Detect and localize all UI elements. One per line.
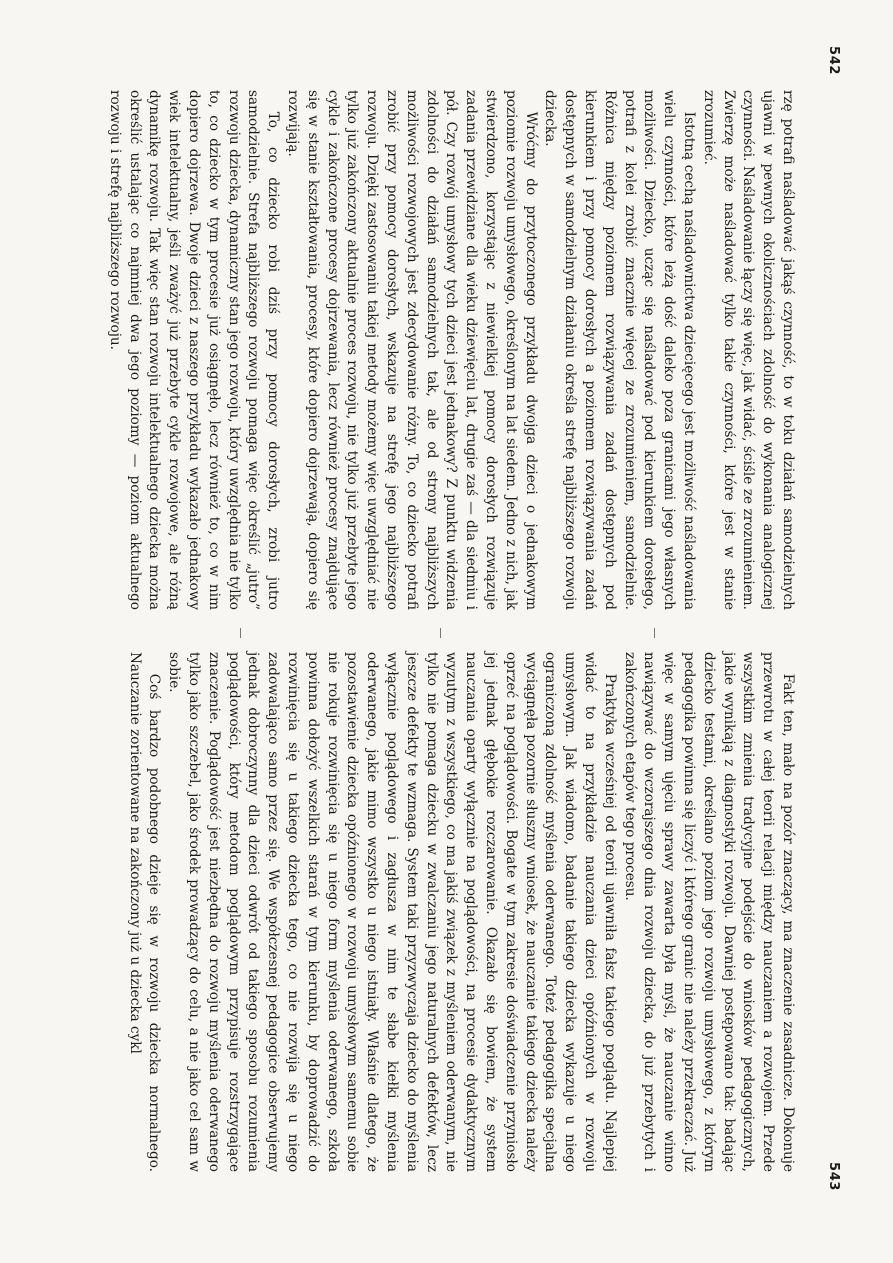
right-page-text: [124, 652, 797, 1172]
gutter-mark: [240, 628, 241, 638]
left-page-text: [104, 90, 797, 610]
gutter-mark: [440, 628, 441, 638]
gutter-mark: [654, 628, 655, 638]
paragraph: rzę potrafi naśladować jakąś czynność, to w toku działań samodzielnych ujawni w pewnych okolicznościach zdolność do wykonania analogicznej czynności. Naśladowanie łączy się więc, jak widać, ściśle ze zrozumieniem. Zwierzę może naśladować tylko takie czynności, które jest w stanie zrozumieć.: [700, 90, 796, 610]
paragraph: Wróćmy do przytoczonego przykładu dwojga dzieci o jednakowym poziomie rozwoju umysłowego, określonym na lat siedem. Jedno z nich, jak stwierdzono, korzystając z niewielkiej pomocy dorosłych rozwiązuje zadania przewidziane dla wieku dziewięciu lat, drugie zaś — dla siedmiu i pół. Czy rozwój umysłowy tych dzieci jest jednakowy? Z punktu widzenia zdolności do działań samodzielnych tak, ale od strony najbliższych możliwości rozwojowych jest zdecydowanie różny. To, co dziecko potrafi zrobić przy pomocy dorosłych, wskazuje na strefę jego najbliższego rozwoju. Dzięki zastosowaniu takiej metody możemy więc uwzględniać nie tylko już zakończony aktualnie proces rozwoju, nie tylko już przebyte jego cykle i zakończone procesy dojrzewania, lecz również procesy znajdujące się w stanie kształtowania, procesy, które dopiero dojrzewają, dopiero się rozwijają.: [285, 90, 539, 610]
page-number-right: 543: [826, 1162, 841, 1192]
paragraph: Istotną cechą naśladownictwa dziecięcego jest możliwość naśladowania wielu czynności, które leżą dość daleko poza granicami jego własnych możliwości. Dziecko, ucząc się naśladować pod kierunkiem dorosłego, potrafi z kolei zrobić znacznie więcej ze zrozumieniem, samodzielnie. Różnica między poziomem rozwiązywania zadań dostępnych pod kierunkiem i przy pomocy dorosłych a poziomem rozwiązywania zadań dostępnych w samodzielnym działaniu określa strefę najbliższego rozwoju dziecka.: [542, 90, 698, 610]
paragraph: Fakt ten, mało na pozór znaczący, ma znaczenie zasadnicze. Dokonuje przewrotu w całej teorii relacji między nauczaniem a rozwojem. Przede wszystkim zmienia tradycyjne podejście do wniosków pedagogicznych, jakie wynikają z diagnostyki rozwoju. Dawniej postępowano tak: badając dziecko testami, określano poziom jego rozwoju umysłowego, z którym pedagogika powinna się liczyć i którego granic nie należy przekraczać. Już więc w samym ujęciu sprawy zawarta była myśl, że nauczanie winno nawiązywać do wczorajszego dnia rozwoju dziecka, do już przebytych i zakończonych etapów tego procesu.: [621, 652, 796, 1172]
page-number-left: 542: [826, 46, 841, 76]
paragraph: To, co dziecko robi dziś przy pomocy dorosłych, zrobi jutro samodzielnie. Strefa najbliższego rozwoju pomaga więc określić „jutro” rozwoju dziecka, dynamiczny stan jego rozwoju, który uwzględnia nie tylko to, co dziecko w tym procesie już osiągnęło, lecz również to, co w nim dopiero dojrzewa. Dwoje dzieci z naszego przykładu wykazało jednakowy wiek intelektualny, jeśli zważyć już przebyte cykle rozwojowe, ale różną dynamikę rozwoju. Tak więc stan rozwoju intelektualnego dziecka można określić ustalając co najmniej dwa jego poziomy — poziom aktualnego rozwoju i strefę najbliższego rozwoju.: [106, 90, 282, 610]
paragraph: Coś bardzo podobnego dzieje się w rozwoju dziecka normalnego. Nauczanie zorientowane na zakończony już u dziecka cykl: [126, 652, 163, 1172]
paragraph: Praktyka wcześniej od teorii ujawniła fałsz takiego poglądu. Najlepiej widać to na przykładzie nauczania dzieci opóźnionych w rozwoju umysłowym. Jak wiadomo, badanie takiego dziecka wykazuje u niego ograniczoną zdolność myślenia oderwanego. Toteż pedagogika specjalna wyciągnęła pozornie słuszny wniosek, że nauczanie takiego dziecka należy oprzeć na poglądowości. Bogate w tym zakresie doświadczenie przyniosło jej jednak głębokie rozczarowanie. Okazało się bowiem, że system nauczania oparty wyłącznie na poglądowości, na procesie dydaktycznym wyzutym z wszystkiego, co ma jakiś związek z myśleniem oderwanym, nie tylko nie pomaga dziecku w zwalczaniu jego naturalnych defektów, lecz jeszcze defekty te wzmaga. System taki przyzwyczaja dziecko do myślenia wyłącznie poglądowego i zagłusza w nim te słabe kiełki myślenia oderwanego, jakie mimo wszystko u niego istniały. Właśnie dlatego, że pozostawienie dziecka opóźnionego w rozwoju umysłowym samemu sobie nie rokuje rozwinięcia się u niego form myślenia oderwanego, szkoła powinna dołożyć wszelkich starań w tym kierunku, by doprowadzić do rozwinięcia się u takiego dziecka tego, co nie rozwija się u niego zadowalająco samo przez się. We współczesnej pedagogice obserwujemy jednak dobroczynny dla dzieci odwrót od takiego sposobu rozumienia poglądowości, który metodom poglądowym przypisuje rozstrzygające znaczenie. Poglądowość jest niezbędna do rozwoju myślenia oderwanego tylko jako szczebel, jako środek prowadzący do celu, a nie jako cel sam w sobie.: [166, 652, 618, 1172]
